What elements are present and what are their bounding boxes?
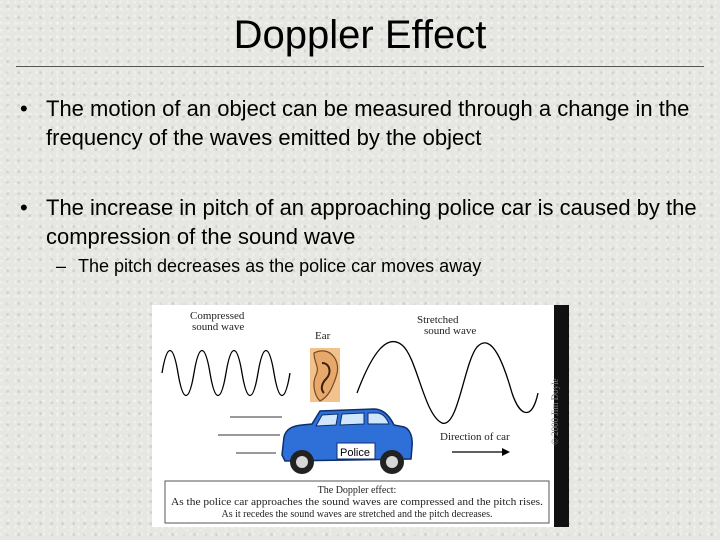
bullet-item — [20, 94, 700, 152]
bullet-marker: • — [20, 96, 28, 121]
ear-icon — [310, 348, 340, 402]
compressed-wave-label: Compressed — [190, 310, 245, 322]
bullet-item — [20, 193, 700, 251]
compressed-wave-label: sound wave — [192, 321, 245, 333]
caption-line: As the police car approaches the sound waves are compressed and the pitch rises. — [171, 497, 543, 508]
copyright-text: © 2000 Jim Doyle — [550, 378, 560, 445]
bullet-text: The motion of an object can be measured through a change in the frequency of the waves emitted by the object — [46, 96, 690, 150]
title-divider — [16, 66, 704, 67]
slide-title: Doppler Effect — [233, 13, 487, 57]
caption-line: As it recedes the sound waves are stretched and the pitch decreases. — [221, 509, 493, 520]
police-label: Police — [340, 447, 370, 459]
stretched-wave-label: sound wave — [424, 325, 477, 337]
doppler-illustration — [152, 305, 569, 527]
stretched-wave-label: Stretched — [417, 314, 459, 326]
ear-label: Ear — [315, 330, 331, 342]
bullet-text: The increase in pitch of an approaching police car is caused by the compression of the sound wave — [46, 195, 697, 249]
direction-label: Direction of car — [440, 431, 510, 443]
sub-bullet-item — [56, 254, 696, 278]
sub-bullet-text: The pitch decreases as the police car moves away — [78, 256, 482, 276]
caption-title: The Doppler effect: — [317, 485, 397, 496]
sub-bullet-marker: – — [56, 256, 67, 276]
bullet-marker: • — [20, 195, 28, 220]
